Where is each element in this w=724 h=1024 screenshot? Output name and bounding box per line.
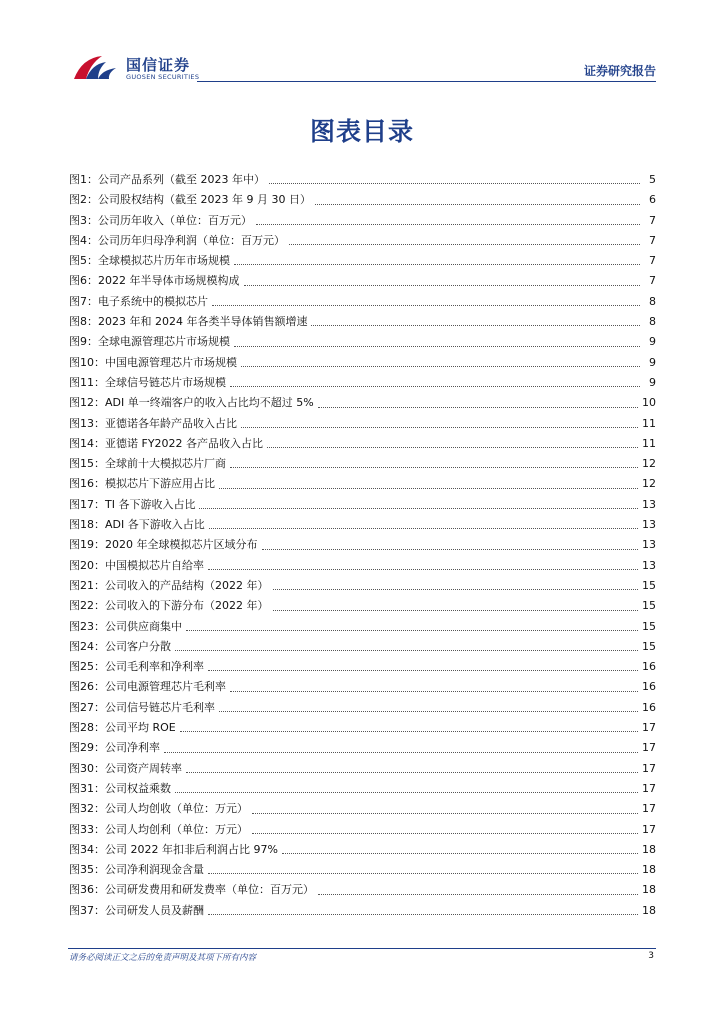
dot-leader	[289, 243, 640, 245]
dot-leader	[208, 872, 638, 874]
toc-entry-page: 12	[642, 477, 656, 491]
toc-entry-title: 公司产品系列（截至 2023 年中）	[98, 173, 265, 186]
dot-leader	[262, 548, 639, 550]
logo-mark-icon	[72, 52, 120, 82]
toc-entry-page: 16	[642, 700, 656, 714]
toc-entry-title: 公司电源管理芯片毛利率	[105, 680, 226, 694]
dot-leader	[219, 710, 638, 712]
toc-entry-label: 图2：	[69, 193, 98, 207]
toc-entry-page: 8	[649, 315, 656, 329]
toc-entry-page: 12	[642, 457, 656, 471]
toc-entry-label: 图5：	[69, 254, 98, 268]
toc-entry-label: 图6：	[69, 274, 98, 288]
toc-entry[interactable]	[69, 799, 656, 819]
dot-leader	[273, 609, 639, 611]
toc-entry-page: 13	[642, 558, 656, 572]
toc-entry-title: 公司平均 ROE	[105, 721, 176, 735]
toc-entry-title: 公司权益乘数	[105, 781, 171, 795]
toc-entry-title: 电子系统中的模拟芯片	[98, 294, 208, 308]
toc-entry-page: 16	[642, 680, 656, 694]
toc-entry[interactable]	[69, 231, 656, 251]
toc-entry-title: ADI 单一终端客户的收入占比均不超过 5%	[105, 396, 314, 410]
dot-leader	[209, 527, 638, 529]
footer-divider	[68, 948, 656, 949]
toc-entry[interactable]	[69, 211, 656, 231]
toc-entry-label: 图30：	[69, 761, 105, 775]
dot-leader	[212, 304, 640, 306]
dot-leader	[208, 568, 638, 570]
dot-leader	[252, 812, 638, 814]
dot-leader	[230, 690, 638, 692]
toc-entry[interactable]	[69, 170, 656, 190]
toc-entry[interactable]	[69, 576, 656, 596]
toc-entry[interactable]	[69, 434, 656, 454]
toc-entry[interactable]	[69, 556, 656, 576]
toc-entry-label: 图20：	[69, 558, 105, 572]
toc-entry-title: 公司 2022 年扣非后利润占比 97%	[105, 842, 278, 856]
toc-entry-label: 图10：	[69, 355, 105, 369]
toc-entry-title: 2022 年半导体市场规模构成	[98, 274, 240, 288]
toc-entry-title: 公司供应商集中	[105, 619, 182, 633]
toc-entry[interactable]	[69, 312, 656, 332]
header-divider	[197, 81, 656, 82]
toc-entry-label: 图27：	[69, 700, 105, 714]
toc-entry-label: 图26：	[69, 680, 105, 694]
dot-leader	[208, 669, 638, 671]
dot-leader	[241, 365, 640, 367]
dot-leader	[273, 588, 639, 590]
toc-entry-page: 13	[642, 538, 656, 552]
toc-entry-label: 图8：	[69, 315, 98, 329]
toc-entry[interactable]	[69, 393, 656, 413]
toc-entry-page: 15	[642, 619, 656, 633]
toc-entry[interactable]	[69, 820, 656, 840]
toc-entry-label: 图25：	[69, 660, 105, 674]
toc-entry-title: 公司资产周转率	[105, 761, 182, 775]
toc-entry-page: 11	[642, 436, 656, 450]
dot-leader	[311, 324, 640, 326]
dot-leader	[208, 913, 638, 915]
toc-entry-page: 9	[649, 335, 656, 349]
toc-entry[interactable]	[69, 677, 656, 697]
toc-entry-title: 公司毛利率和净利率	[105, 660, 204, 674]
toc-entry[interactable]	[69, 190, 656, 210]
dot-leader	[175, 791, 638, 793]
toc-entry[interactable]	[69, 535, 656, 555]
toc-entry-label: 图22：	[69, 599, 105, 613]
toc-entry-page: 18	[642, 863, 656, 877]
toc-entry-label: 图32：	[69, 802, 105, 816]
dot-leader	[252, 832, 638, 834]
toc-entry-page: 8	[649, 294, 656, 308]
toc-entry-title: 公司信号链芯片毛利率	[105, 700, 215, 714]
toc-entry-label: 图31：	[69, 781, 105, 795]
toc-entry-label: 图36：	[69, 883, 105, 897]
toc-entry[interactable]	[69, 515, 656, 535]
toc-entry-title: 中国模拟芯片自给率	[105, 558, 204, 572]
logo-english-text: GUOSEN SECURITIES	[126, 73, 200, 81]
toc-entry-label: 图16：	[69, 477, 105, 491]
toc-entry-title: 公司研发人员及薪酬	[105, 903, 204, 917]
toc-entry-page: 17	[642, 761, 656, 775]
toc-entry[interactable]	[69, 251, 656, 271]
disclaimer-text: 请务必阅读正文之后的免责声明及其项下所有内容	[69, 953, 257, 963]
toc-entry[interactable]	[69, 292, 656, 312]
dot-leader	[230, 466, 638, 468]
toc-entry-title: ADI 各下游收入占比	[105, 518, 205, 532]
toc-entry-label: 图1：	[69, 173, 98, 186]
dot-leader	[269, 182, 640, 184]
toc-entry[interactable]	[69, 454, 656, 474]
toc-entry-page: 18	[642, 903, 656, 917]
toc-entry-label: 图15：	[69, 457, 105, 471]
toc-entry-title: 公司净利率	[105, 741, 160, 755]
toc-entry-title: 全球前十大模拟芯片厂商	[105, 457, 226, 471]
toc-entry[interactable]	[69, 495, 656, 515]
toc-entry[interactable]	[69, 779, 656, 799]
toc-entry-page: 15	[642, 599, 656, 613]
toc-entry-label: 图24：	[69, 639, 105, 653]
toc-entry-label: 图23：	[69, 619, 105, 633]
toc-entry-title: 公司收入的产品结构（2022 年）	[105, 578, 269, 592]
toc-entry-label: 图33：	[69, 822, 105, 836]
toc-entry-title: 公司收入的下游分布（2022 年）	[105, 599, 269, 613]
toc-entry[interactable]	[69, 271, 656, 291]
figure-toc-title: 图表目录	[309, 117, 414, 146]
toc-entry[interactable]	[69, 617, 656, 637]
toc-entry-title: 全球信号链芯片市场规模	[105, 375, 226, 389]
toc-entry-title: 公司净利润现金含量	[105, 863, 204, 877]
toc-entry-title: 亚德诺 FY2022 各产品收入占比	[105, 436, 264, 450]
toc-entry-title: 公司历年收入（单位：百万元）	[98, 213, 252, 227]
dot-leader	[199, 507, 638, 509]
toc-entry-label: 图17：	[69, 497, 105, 511]
toc-entry-page: 9	[649, 375, 656, 389]
toc-entry-title: 2023 年和 2024 年各类半导体销售额增速	[98, 315, 308, 329]
toc-entry[interactable]	[69, 332, 656, 352]
toc-entry-label: 图28：	[69, 721, 105, 735]
toc-entry-label: 图9：	[69, 335, 98, 349]
toc-entry-title: 中国电源管理芯片市场规模	[105, 355, 237, 369]
toc-entry-page: 7	[649, 233, 656, 247]
toc-entry-title: 公司人均创利（单位：万元）	[105, 822, 248, 836]
dot-leader	[241, 426, 638, 428]
logo-chinese-text: 国信证券	[126, 56, 191, 74]
toc-entry-page: 18	[642, 883, 656, 897]
dot-leader	[244, 284, 641, 286]
toc-entry[interactable]	[69, 474, 656, 494]
toc-entry-title: 2020 年全球模拟芯片区域分布	[105, 538, 258, 552]
toc-entry-page: 16	[642, 660, 656, 674]
toc-entry-label: 图11：	[69, 375, 105, 389]
toc-entry[interactable]	[69, 880, 656, 900]
toc-entry-title: 公司股权结构（截至 2023 年 9 月 30 日）	[98, 193, 311, 207]
figure-toc-list	[69, 170, 656, 921]
dot-leader	[234, 263, 640, 265]
dot-leader	[256, 223, 640, 225]
toc-entry-page: 17	[642, 802, 656, 816]
toc-entry-label: 图21：	[69, 578, 105, 592]
dot-leader	[318, 406, 638, 408]
toc-entry-title: 公司历年归母净利润（单位：百万元）	[98, 233, 285, 247]
toc-entry-page: 15	[642, 578, 656, 592]
toc-entry-label: 图37：	[69, 903, 105, 917]
page-header	[0, 0, 724, 90]
dot-leader	[219, 487, 638, 489]
dot-leader	[230, 385, 640, 387]
toc-entry-page: 7	[649, 213, 656, 227]
toc-entry[interactable]	[69, 637, 656, 657]
dot-leader	[164, 751, 638, 753]
toc-entry-page: 6	[649, 193, 656, 207]
toc-entry[interactable]	[69, 860, 656, 880]
toc-entry-page: 13	[642, 497, 656, 511]
dot-leader	[186, 771, 638, 773]
toc-entry-label: 图19：	[69, 538, 105, 552]
toc-entry-page: 13	[642, 518, 656, 532]
toc-entry[interactable]	[69, 353, 656, 373]
report-type-label: 证券研究报告	[583, 64, 656, 78]
toc-entry-label: 图7：	[69, 294, 98, 308]
toc-entry-title: 模拟芯片下游应用占比	[105, 477, 215, 491]
toc-entry-title: 公司客户分散	[105, 639, 171, 653]
toc-entry-page: 15	[642, 639, 656, 653]
toc-entry-page: 7	[649, 274, 656, 288]
toc-entry-page: 17	[642, 721, 656, 735]
toc-entry-title: 公司人均创收（单位：万元）	[105, 802, 248, 816]
toc-entry[interactable]	[69, 840, 656, 860]
toc-entry[interactable]	[69, 373, 656, 393]
dot-leader	[318, 893, 638, 895]
dot-leader	[180, 730, 638, 732]
toc-entry[interactable]	[69, 657, 656, 677]
toc-entry[interactable]	[69, 414, 656, 434]
toc-entry-label: 图4：	[69, 233, 98, 247]
dot-leader	[315, 203, 640, 205]
toc-entry-title: 全球电源管理芯片市场规模	[98, 335, 230, 349]
toc-entry-title: 亚德诺各年龄产品收入占比	[105, 416, 237, 430]
toc-entry-title: TI 各下游收入占比	[105, 497, 196, 511]
toc-entry-label: 图13：	[69, 416, 105, 430]
toc-entry[interactable]	[69, 596, 656, 616]
dot-leader	[267, 446, 638, 448]
dot-leader	[186, 629, 638, 631]
dot-leader	[234, 345, 640, 347]
toc-entry-page: 17	[642, 741, 656, 755]
toc-entry-label: 图34：	[69, 842, 105, 856]
dot-leader	[175, 649, 638, 651]
page-number: 3	[648, 951, 654, 961]
toc-entry-page: 10	[642, 396, 656, 410]
toc-entry[interactable]	[69, 901, 656, 921]
toc-entry-page: 9	[649, 355, 656, 369]
toc-entry-label: 图29：	[69, 741, 105, 755]
toc-entry-page: 7	[649, 254, 656, 268]
toc-entry-title: 全球模拟芯片历年市场规模	[98, 254, 230, 268]
toc-entry[interactable]	[69, 759, 656, 779]
toc-entry-page: 17	[642, 822, 656, 836]
toc-entry-label: 图18：	[69, 518, 105, 532]
toc-entry-page: 11	[642, 416, 656, 430]
toc-entry-page: 5	[649, 173, 656, 186]
toc-entry-label: 图3：	[69, 213, 98, 227]
toc-entry-label: 图35：	[69, 863, 105, 877]
toc-entry[interactable]	[69, 718, 656, 738]
toc-entry-label: 图12：	[69, 396, 105, 410]
dot-leader	[282, 852, 638, 854]
toc-entry-label: 图14：	[69, 436, 105, 450]
toc-entry-page: 17	[642, 781, 656, 795]
toc-entry-title: 公司研发费用和研发费率（单位：百万元）	[105, 883, 314, 897]
toc-entry-page: 18	[642, 842, 656, 856]
toc-entry[interactable]	[69, 698, 656, 718]
toc-entry[interactable]	[69, 738, 656, 758]
